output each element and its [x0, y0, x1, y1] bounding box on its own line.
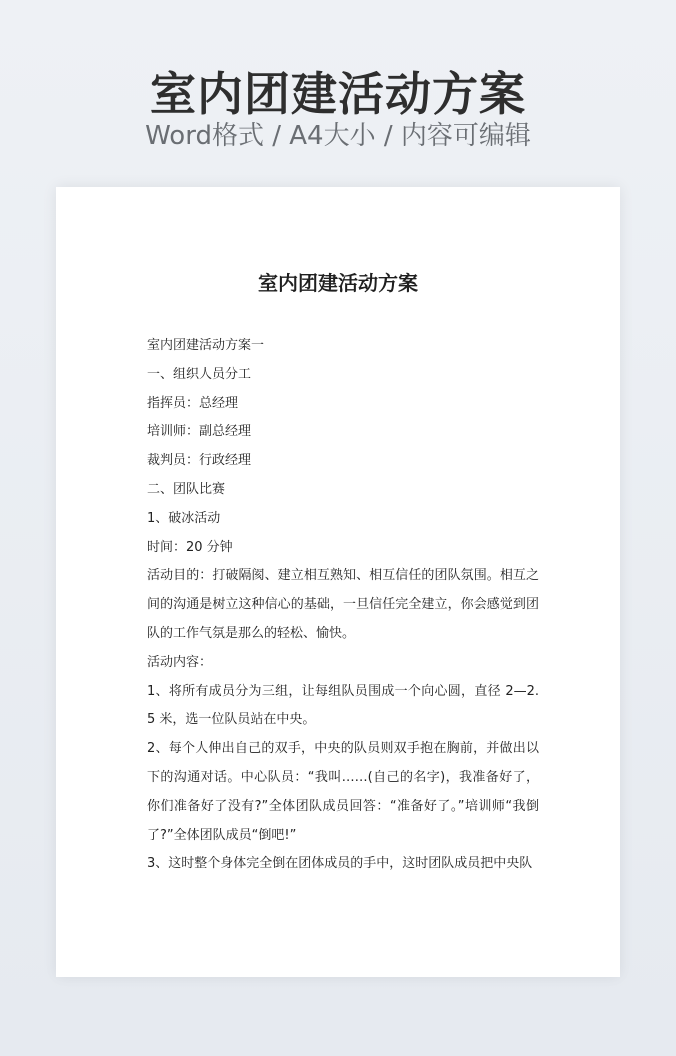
paragraph-trainer: 培训师：副总经理 [147, 424, 252, 440]
paragraph-step-3: 3、这时整个身体完全倒在团体成员的手中，这时团队成员把中央队 [147, 856, 533, 872]
document-page [56, 187, 620, 977]
paragraph-section-staffing: 一、组织人员分工 [147, 366, 252, 382]
paragraph-referee: 裁判员：行政经理 [147, 453, 252, 469]
paragraph-icebreaker: 1、破冰活动 [147, 510, 221, 526]
paragraph-commander: 指挥员：总经理 [147, 395, 239, 411]
paragraph-time: 时间：20 分钟 [147, 539, 233, 555]
paragraph-purpose: 活动目的：打破隔阂、建立相互熟知、相互信任的团队氛围。相互之间的沟通是树立这种信心的基础，一旦信任完全建立，你会感觉到团队的工作气氛是那么的轻松、愉快。 [147, 568, 539, 641]
document-title: 室内团建活动方案 [258, 271, 418, 295]
paragraph-content-label: 活动内容： [147, 654, 213, 670]
paragraph-step-2: 2、每个人伸出自己的双手，中央的队员则双手抱在胸前，并做出以下的沟通对话。中心队员：“我叫……(自己的名字)，我准备好了，你们准备好了没有?”全体团队成员回答：“准备好了。”培训师“我倒了?”全体团队成员“倒吧!” [147, 741, 539, 843]
paragraph-plan-heading: 室内团建活动方案一 [147, 338, 265, 353]
document-body [147, 332, 539, 879]
banner-subtitle: Word格式 / A4大小 / 内容可编辑 [145, 121, 531, 151]
paragraph-section-competition: 二、团队比赛 [147, 481, 226, 497]
paragraph-step-1: 1、将所有成员分为三组，让每组队员围成一个向心圆，直径 2—2.5 米，选一位队员站在中央。 [147, 683, 539, 728]
banner-title: 室内团建活动方案 [150, 67, 526, 121]
